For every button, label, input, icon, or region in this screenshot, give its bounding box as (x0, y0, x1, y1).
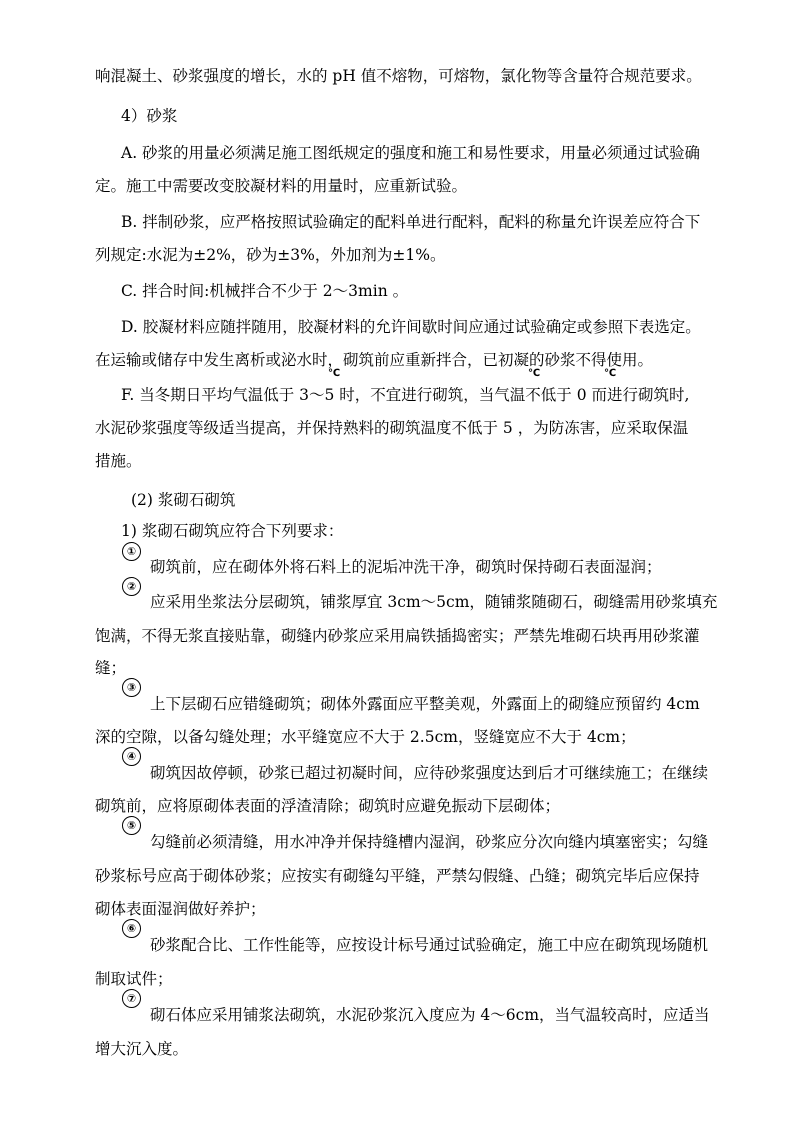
circled-number-marker: ② (122, 577, 141, 596)
circled-number-marker: ⑦ (122, 989, 141, 1008)
text-line: 1) 浆砌石砌筑应符合下列要求： (121, 522, 344, 540)
section-heading: 4）砂浆 (121, 107, 178, 125)
list-item-text: 砌筑因故停顿，砂浆已超过初凝时间，应待砂浆强度达到后才可继续施工；在继续 (150, 764, 709, 782)
text-line: 措施。 (95, 452, 142, 470)
list-item-text: 砌体表面湿润做好养护； (95, 900, 266, 918)
text-line: F. 当冬期日平均气温低于 3～5 时，不宜进行砌筑，当气温不低于 0 而进行砌筑时, (121, 386, 690, 404)
text-line: 在运输或储存中发生离析或泌水时，砌筑前应重新拌合，已初凝的砂浆不得使用。 (95, 351, 654, 369)
list-item-text: 砂浆配合比、工作性能等，应按设计标号通过试验确定，施工中应在砌筑现场随机 (150, 936, 709, 954)
circled-number-marker: ⑤ (122, 816, 141, 835)
degree-symbol: ℃ (328, 368, 341, 379)
text-line: B. 拌制砂浆，应严格按照试验确定的配料单进行配料，配料的称量允许误差应符合下 (121, 213, 701, 231)
list-item-text: 缝； (95, 659, 127, 677)
text-line: C. 拌合时间:机械拌合不少于 2～3min 。 (121, 282, 409, 300)
section-heading: (2) 浆砌石砌筑 (131, 491, 236, 509)
circled-number-marker: ④ (122, 747, 141, 766)
list-item-text: 砌筑前，应在砌体外将石料上的泥垢冲洗干净，砌筑时保持砌石表面湿润； (150, 558, 662, 576)
list-item-text: 应采用坐浆法分层砌筑，铺浆厚宜 3cm～5cm，随铺浆随砌石，砌缝需用砂浆填充 (150, 593, 718, 611)
list-item-text: 砌筑前，应将原砌体表面的浮渣清除；砌筑时应避免振动下层砌体； (95, 797, 561, 815)
text-line: 定。施工中需要改变胶凝材料的用量时，应重新试验。 (95, 177, 468, 195)
text-line: A. 砂浆的用量必须满足施工图纸规定的强度和施工和易性要求，用量必须通过试验确 (121, 144, 701, 162)
list-item-text: 制取试件； (95, 970, 173, 988)
list-item-text: 砌石体应采用铺浆法砌筑，水泥砂浆沉入度应为 4～6cm，当气温较高时，应适当 (150, 1006, 710, 1024)
list-item-text: 饱满，不得无浆直接贴靠，砌缝内砂浆应采用扁铁插捣密实；严禁先堆砌石块再用砂浆灌 (95, 627, 700, 645)
list-item-text: 砂浆标号应高于砌体砂浆；应按实有砌缝勾平缝，严禁勾假缝、凸缝；砌筑完毕后应保持 (95, 867, 700, 885)
text-line: 列规定:水泥为±2%，砂为±3%，外加剂为±1%。 (95, 246, 446, 264)
list-item-text: 增大沉入度。 (95, 1040, 189, 1058)
text-line: 水泥砂浆强度等级适当提高，并保持熟料的砌筑温度不低于 5 ，为防冻害，应采取保温 (95, 419, 689, 437)
circled-number-marker: ⑥ (122, 919, 141, 938)
circled-number-marker: ① (122, 542, 141, 561)
list-item-text: 上下层砌石应错缝砌筑；砌体外露面应平整美观，外露面上的砌缝应预留约 4cm (150, 695, 700, 713)
degree-symbol: ℃ (528, 368, 541, 379)
text-line: D. 胶凝材料应随拌随用，胶凝材料的允许间歇时间应通过试验确定或参照下表选定。 (121, 318, 701, 336)
circled-number-marker: ③ (122, 678, 141, 697)
list-item-text: 勾缝前必须清缝，用水冲净并保持缝槽内湿润，砂浆应分次向缝内填塞密实；勾缝 (150, 833, 709, 851)
degree-symbol: ℃ (604, 368, 617, 379)
text-line: 响混凝土、砂浆强度的增长，水的 pH 值不熔物，可熔物，氯化物等含量符合规范要求。 (95, 67, 702, 85)
list-item-text: 深的空隙，以备勾缝处理；水平缝宽应不大于 2.5cm，竖缝宽应不大于 4cm； (95, 728, 636, 746)
